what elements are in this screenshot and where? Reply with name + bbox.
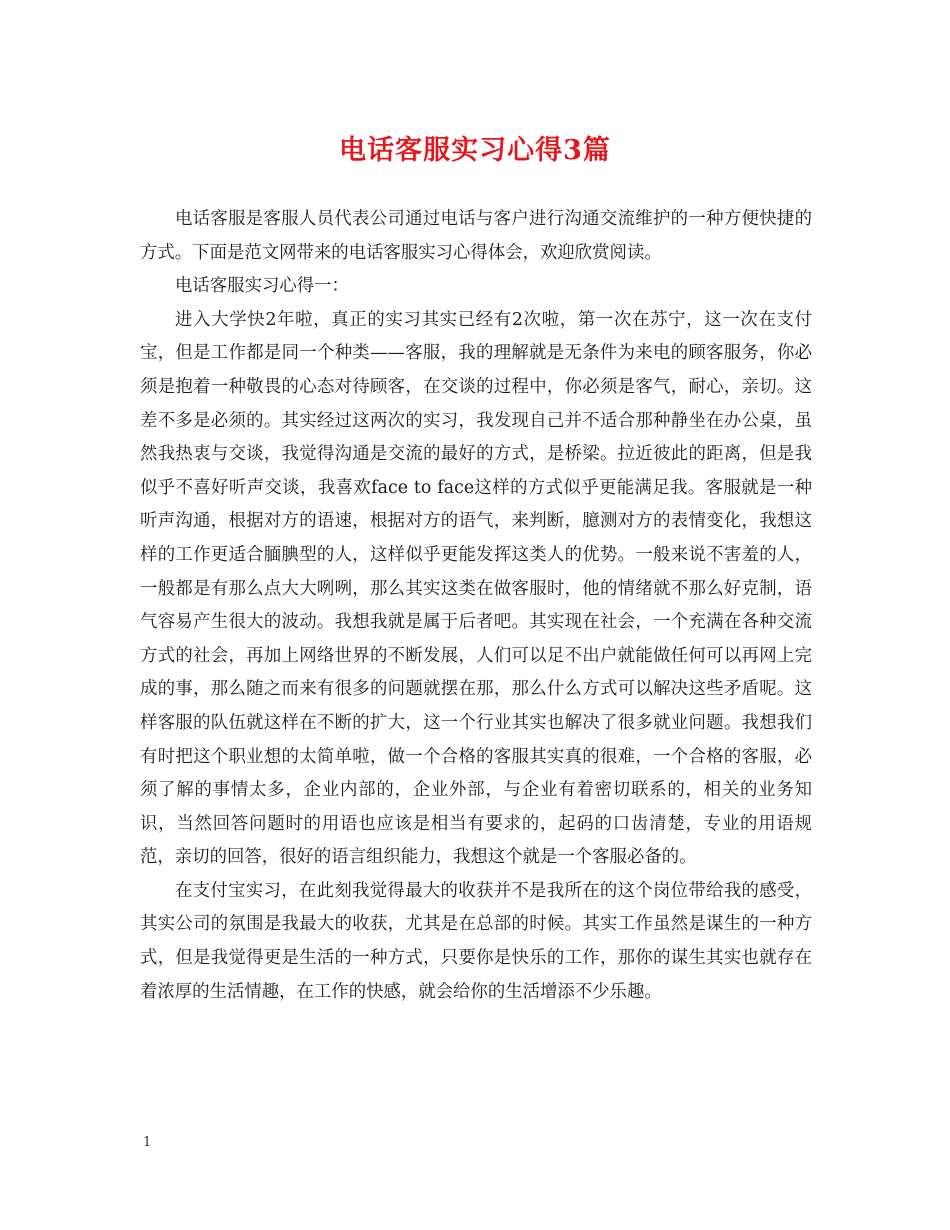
document-body [140, 203, 812, 1009]
paragraph-main: 进入大学快2年啦，真正的实习其实已经有2次啦，第一次在苏宁，这一次在支付宝，但是工作都是同一个种类——客服，我的理解就是无条件为来电的顾客服务，你必须是抱着一种敬畏的心态对待顾客，在交谈的过程中，你必须是客气，耐心，亲切。这差不多是必须的。其实经过这两次的实习，我发现自己并不适合那种静坐在办公桌，虽然我热衷与交谈，我觉得沟通是交流的最好的方式，是桥梁。拉近彼此的距离，但是我似乎不喜好听声交谈，我喜欢face to face这样的方式似乎更能满足我。客服就是一种听声沟通，根据对方的语速，根据对方的语气，来判断，臆测对方的表情变化，我想这样的工作更适合腼腆型的人，这样似乎更能发挥这类人的优势。一般来说不害羞的人，一般都是有那么点大大咧咧，那么其实这类在做客服时，他的情绪就不那么好克制，语气容易产生很大的波动。我想我就是属于后者吧。其实现在社会，一个充满在各种交流方式的社会，再加上网络世界的不断发展，人们可以足不出户就能做任何可以再网上完成的事，那么随之而来有很多的问题就摆在那，那么什么方式可以解决这些矛盾呢。这样客服的队伍就这样在不断的扩大，这一个行业其实也解决了很多就业问题。我想我们有时把这个职业想的太简单啦，做一个合格的客服其实真的很难，一个合格的客服，必须了解的事情太多，企业内部的，企业外部，与企业有着密切联系的，相关的业务知识，当然回答问题时的用语也应该是相当有要求的，起码的口齿清楚，专业的用语规范，亲切的回答，很好的语言组织能力，我想这个就是一个客服必备的。 [140, 309, 812, 868]
paragraph-heading-one: 电话客服实习心得一： [175, 276, 349, 297]
document-title: 电话客服实习心得3篇 [339, 135, 611, 166]
paragraph-intro: 电话客服是客服人员代表公司通过电话与客户进行沟通交流维护的一种方便快捷的方式。下面是范文网带来的电话客服实习心得体会，欢迎欣赏阅读。 [140, 209, 812, 263]
page-number: 1 [143, 1135, 152, 1150]
paragraph-alipay: 在支付宝实习，在此刻我觉得最大的收获并不是我所在的这个岗位带给我的感受，其实公司的氛围是我最大的收获，尤其是在总部的时候。其实工作虽然是谋生的一种方式，但是我觉得更是生活的一种方式，只要你是快乐的工作，那你的谋生其实也就存在着浓厚的生活情趣，在工作的快感，就会给你的生活增添不少乐趣。 [140, 880, 812, 1002]
